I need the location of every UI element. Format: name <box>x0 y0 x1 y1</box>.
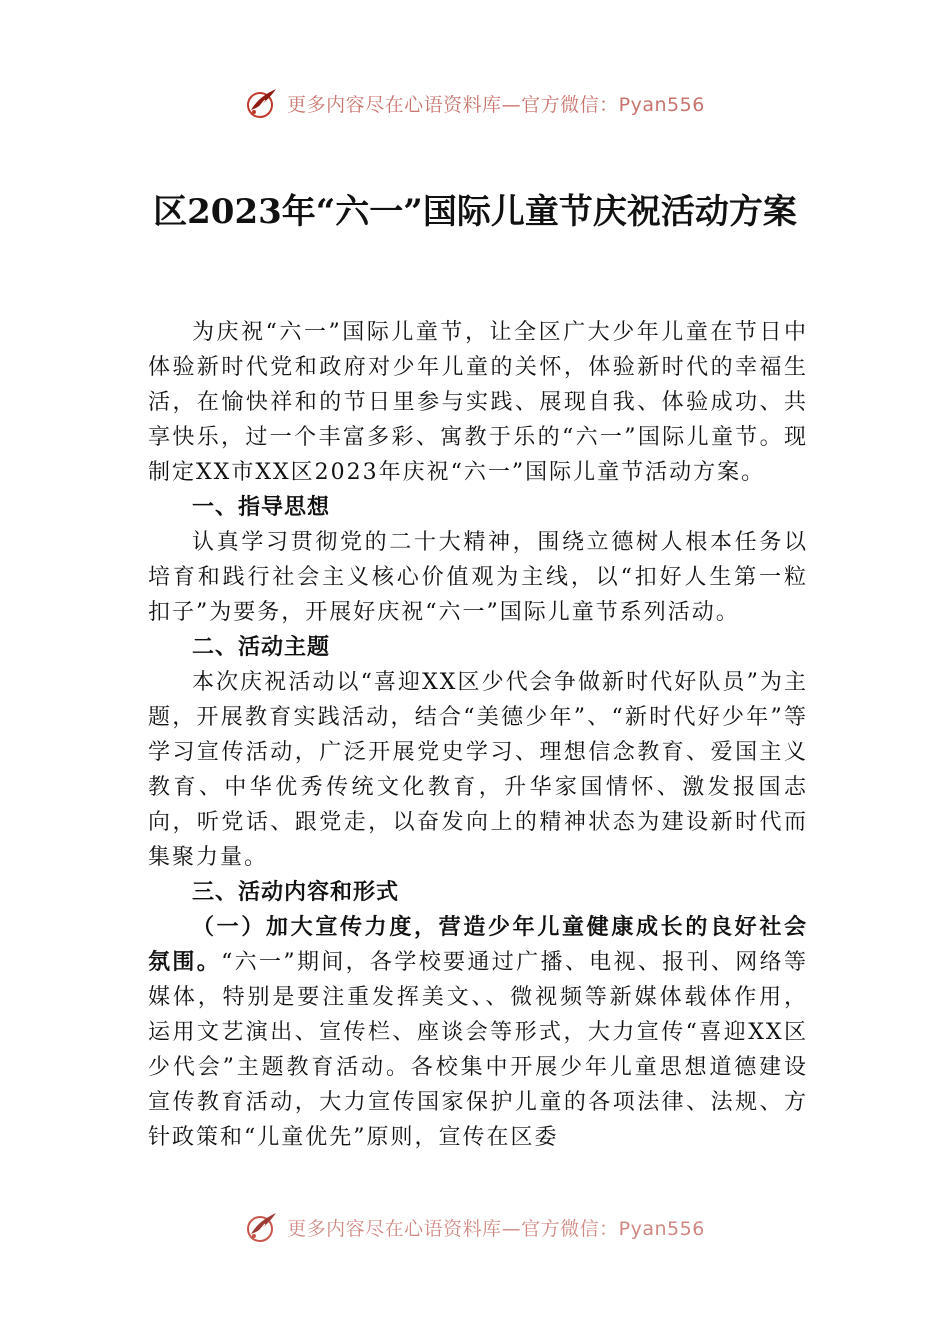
subsection-lead: （一）加大宣传力度，营造少年儿童健康成长的良好社会氛围。 <box>148 914 808 975</box>
watermark-text: 更多内容尽在心语资料库—官方微信：Pyan556 <box>287 1217 705 1240</box>
page-title: 区2023年“六一”国际儿童节庆祝活动方案 <box>153 192 797 232</box>
document-body <box>148 315 808 1155</box>
intro-paragraph: 为庆祝“六一”国际儿童节，让全区广大少年儿童在节日中体验新时代党和政府对少年儿童的关怀，体验新时代的幸福生活，在愉快祥和的节日里参与实践、展现自我、体验成功、共享快乐，过一个丰富多彩、寓教于乐的“六一”国际儿童节。现制定XX市XX区2023年庆祝“六一”国际儿童节活动方案。 <box>148 320 808 485</box>
section-paragraph: 认真学习贯彻党的二十大精神，围绕立德树人根本任务以培育和践行社会主义核心价值观为主线，以“扣好人生第一粒扣子”为要务，开展好庆祝“六一”国际儿童节系列活动。 <box>148 530 808 625</box>
section-heading: 二、活动主题 <box>192 635 331 660</box>
watermark-header <box>0 86 950 120</box>
watermark-text: 更多内容尽在心语资料库—官方微信：Pyan556 <box>287 93 705 116</box>
quill-pen-logo-icon <box>245 1210 279 1244</box>
quill-pen-logo-icon <box>245 86 279 120</box>
watermark-footer <box>0 1210 950 1244</box>
section-heading: 三、活动内容和形式 <box>192 880 400 905</box>
subsection-paragraph <box>148 910 808 1155</box>
section-heading: 一、指导思想 <box>192 495 331 520</box>
subsection-body: “六一”期间，各学校要通过广播、电视、报刊、网络等媒体，特别是要注重发挥美文、、微视频等新媒体载体作用，运用文艺演出、宣传栏、座谈会等形式，大力宣传“喜迎XX区少代会”主题教育活动。各校集中开展少年儿童思想道德建设宣传教育活动，大力宣传国家保护儿童的各项法律、法规、方针政策和“儿童优先”原则，宣传在区委 <box>148 950 808 1150</box>
section-paragraph: 本次庆祝活动以“喜迎XX区少代会争做新时代好队员”为主题，开展教育实践活动，结合“美德少年”、“新时代好少年”等学习宣传活动，广泛开展党史学习、理想信念教育、爱国主义教育、中华优秀传统文化教育，升华家国情怀、激发报国志向，听党话、跟党走，以奋发向上的精神状态为建设新时代而集聚力量。 <box>148 670 808 870</box>
